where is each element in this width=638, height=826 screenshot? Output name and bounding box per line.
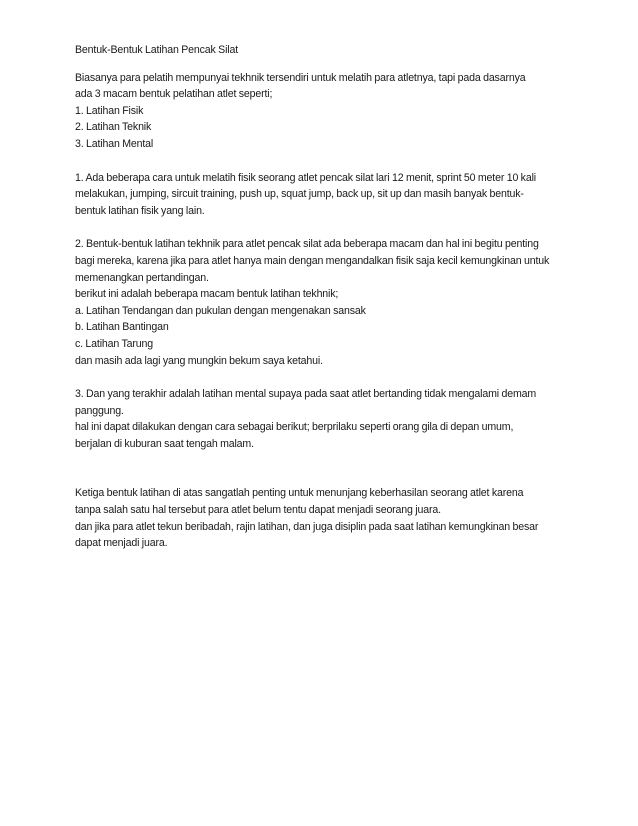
section-3-line: panggung. xyxy=(75,404,124,417)
conclusion-line: Ketiga bentuk latihan di atas sangatlah penting untuk menunjang keberhasilan seorang atlet karena xyxy=(75,487,524,500)
section-3-line: 3. Dan yang terakhir adalah latihan mental supaya pada saat atlet bertanding tidak mengalami demam xyxy=(75,388,537,401)
intro-line: Biasanya para pelatih mempunyai tekhnik tersendiri untuk melatih para atletnya, tapi pada dasarnya xyxy=(75,71,526,84)
section-1-paragraph xyxy=(75,170,575,220)
list-item: 3. Latihan Mental xyxy=(75,137,154,150)
list-item: 1. Latihan Fisik xyxy=(75,104,144,117)
section-3-paragraph xyxy=(75,386,575,452)
section-1-line: 1. Ada beberapa cara untuk melatih fisik seorang atlet pencak silat lari 12 menit, sprint 50 meter 10 kali xyxy=(75,171,536,184)
conclusion-line: dapat menjadi juara. xyxy=(75,537,168,550)
list-item: 2. Latihan Teknik xyxy=(75,121,152,134)
section-3-line: hal ini dapat dilakukan dengan cara sebagai berikut; berprilaku seperti orang gila di depan umum, xyxy=(75,421,514,434)
paragraph-spacer xyxy=(75,219,575,236)
section-2-line: berikut ini adalah beberapa macam bentuk latihan tekhnik; xyxy=(75,288,339,301)
document-title: Bentuk-Bentuk Latihan Pencak Silat xyxy=(75,44,239,56)
section-1-line: melakukan, jumping, sircuit training, push up, squat jump, back up, sit up dan masih banyak bentuk- xyxy=(75,188,524,201)
section-2-line: memenangkan pertandingan. xyxy=(75,271,209,284)
section-2-line: 2. Bentuk-bentuk latihan tekhnik para atlet pencak silat ada beberapa macam dan hal ini begitu penting xyxy=(75,238,539,251)
paragraph-spacer xyxy=(75,452,575,485)
section-1-line: bentuk latihan fisik yang lain. xyxy=(75,204,205,217)
intro-line: ada 3 macam bentuk pelatihan atlet seperti; xyxy=(75,88,273,101)
paragraph-spacer xyxy=(75,153,575,170)
conclusion-line: dan jika para atlet tekun beribadah, rajin latihan, dan juga disiplin pada saat latihan kemungkinan besar xyxy=(75,520,539,533)
list-item: c. Latihan Tarung xyxy=(75,337,153,350)
list-item: a. Latihan Tendangan dan pukulan dengan mengenakan sansak xyxy=(75,304,366,317)
document-body xyxy=(75,42,575,552)
conclusion-paragraph xyxy=(75,485,575,551)
section-2-paragraph xyxy=(75,236,575,369)
conclusion-line: tanpa salah satu hal tersebut para atlet belum tentu dapat menjadi seorang juara. xyxy=(75,504,441,517)
intro-paragraph xyxy=(75,70,575,153)
section-2-line: bagi mereka, karena jika para atlet hanya main dengan mengandalkan fisik saja kecil kemungkinan untuk xyxy=(75,254,550,267)
paragraph-spacer xyxy=(75,369,575,386)
section-2-line: dan masih ada lagi yang mungkin bekum saya ketahui. xyxy=(75,354,323,367)
section-3-line: berjalan di kuburan saat tengah malam. xyxy=(75,437,254,450)
list-item: b. Latihan Bantingan xyxy=(75,321,169,334)
